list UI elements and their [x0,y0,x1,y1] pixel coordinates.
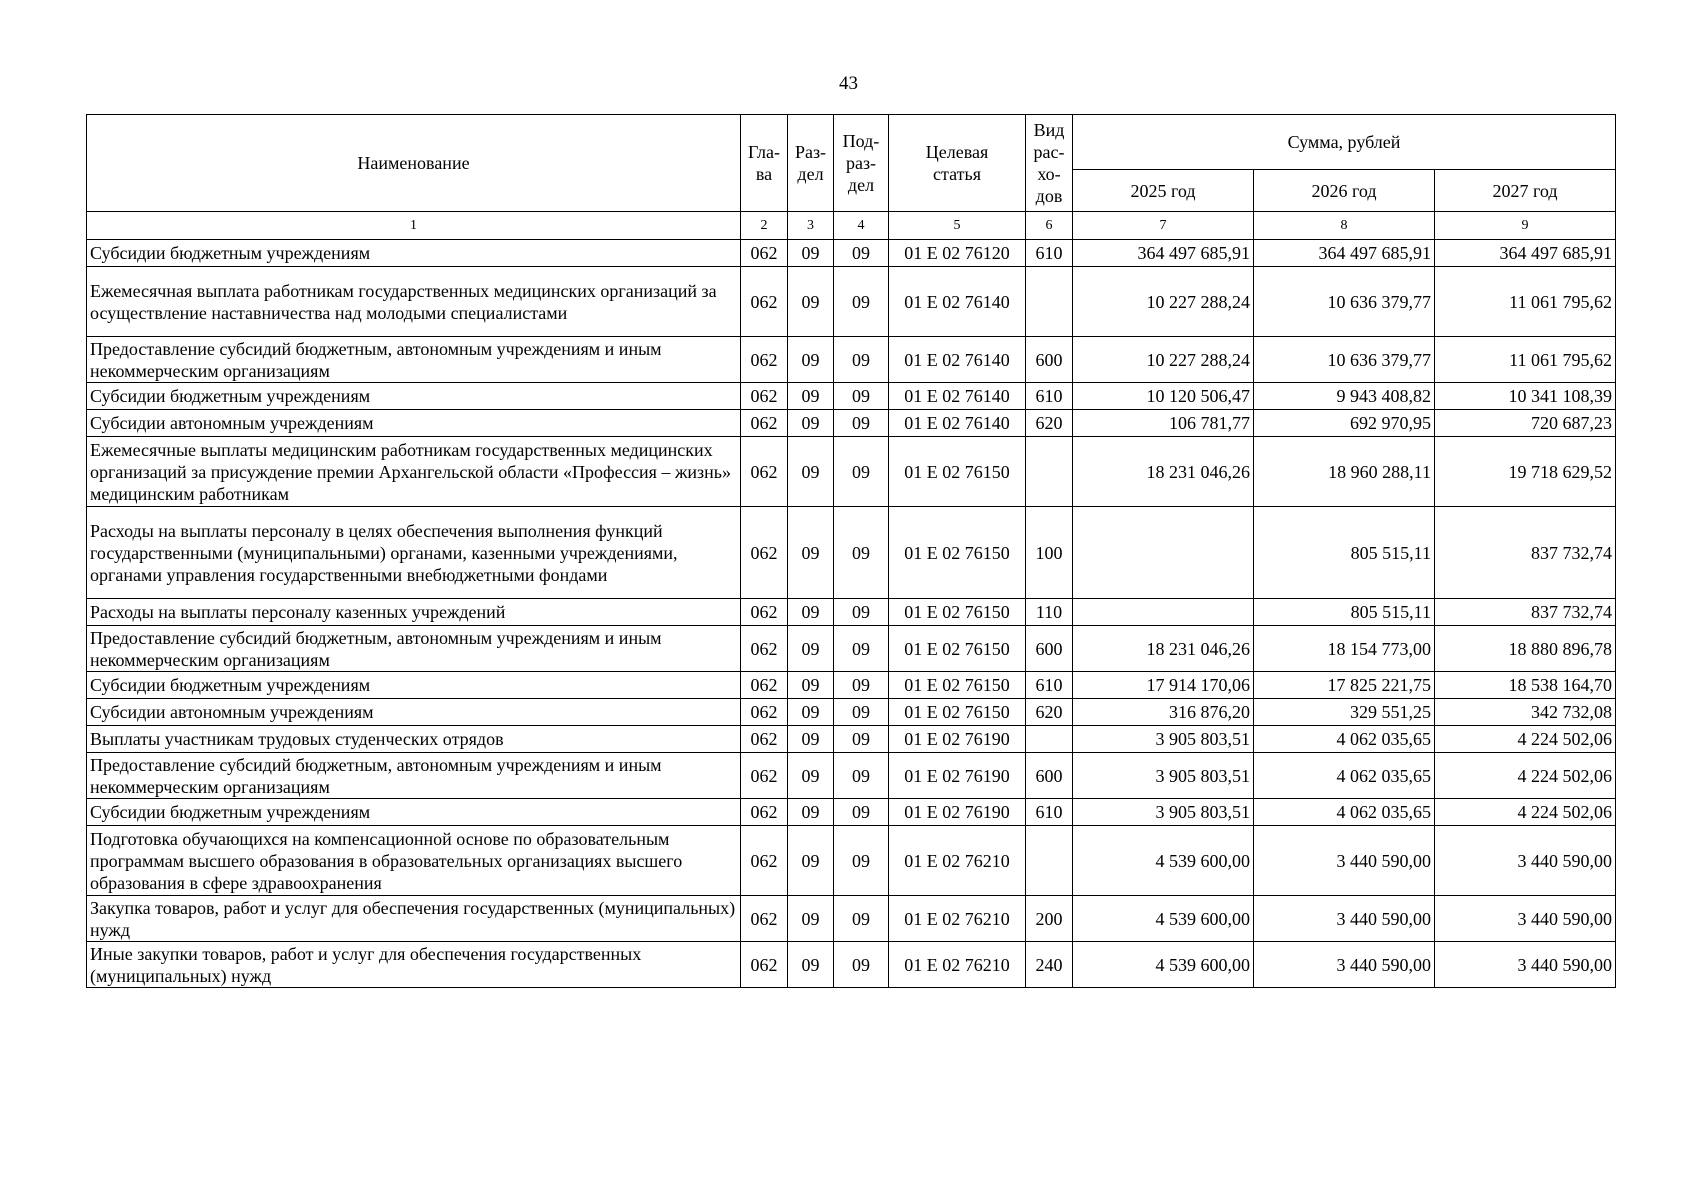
cell-sum-2027: 18 538 164,70 [1435,672,1616,699]
cell-sum-2026: 18 960 288,11 [1254,437,1435,507]
cell-target-article: 01 Е 02 76150 [889,672,1026,699]
cell-sum-2026: 4 062 035,65 [1254,726,1435,753]
cell-expense-type [1026,437,1073,507]
column-number: 3 [788,212,834,240]
cell-sum-2025: 3 905 803,51 [1073,753,1254,799]
cell-sum-2026: 9 943 408,82 [1254,383,1435,410]
cell-expense-type: 110 [1026,599,1073,626]
cell-podrazdel: 09 [834,672,889,699]
cell-glava: 062 [741,626,788,672]
cell-sum-2025: 17 914 170,06 [1073,672,1254,699]
cell-sum-2025: 18 231 046,26 [1073,437,1254,507]
cell-glava: 062 [741,337,788,383]
header-sum: Сумма, рублей [1073,115,1616,170]
cell-glava: 062 [741,896,788,942]
cell-razdel: 09 [788,337,834,383]
column-number: 4 [834,212,889,240]
column-number: 2 [741,212,788,240]
cell-sum-2027: 11 061 795,62 [1435,337,1616,383]
cell-expense-type: 610 [1026,240,1073,267]
cell-sum-2026: 18 154 773,00 [1254,626,1435,672]
column-number: 9 [1435,212,1616,240]
cell-name: Закупка товаров, работ и услуг для обеспечения государственных (муниципальных) нужд [87,896,741,942]
cell-razdel: 09 [788,942,834,988]
cell-sum-2026: 692 970,95 [1254,410,1435,437]
cell-sum-2025: 3 905 803,51 [1073,726,1254,753]
column-number: 6 [1026,212,1073,240]
cell-razdel: 09 [788,626,834,672]
cell-target-article: 01 Е 02 76140 [889,337,1026,383]
cell-expense-type [1026,267,1073,337]
table-row [87,626,1616,672]
cell-name: Расходы на выплаты персоналу казенных учреждений [87,599,741,626]
table-row [87,599,1616,626]
cell-sum-2027: 837 732,74 [1435,599,1616,626]
cell-name: Субсидии автономным учреждениям [87,410,741,437]
cell-sum-2025 [1073,599,1254,626]
cell-glava: 062 [741,410,788,437]
header-year-2026: 2026 год [1254,170,1435,212]
cell-sum-2025: 10 227 288,24 [1073,337,1254,383]
cell-expense-type: 620 [1026,699,1073,726]
cell-sum-2026: 805 515,11 [1254,599,1435,626]
cell-sum-2025: 4 539 600,00 [1073,826,1254,896]
column-number: 1 [87,212,741,240]
cell-name: Ежемесячная выплата работникам государственных медицинских организаций за осуществление наставничества над молодыми специалистами [87,267,741,337]
cell-sum-2025: 4 539 600,00 [1073,942,1254,988]
cell-sum-2026: 10 636 379,77 [1254,267,1435,337]
cell-sum-2026: 4 062 035,65 [1254,799,1435,826]
cell-sum-2026: 364 497 685,91 [1254,240,1435,267]
cell-target-article: 01 Е 02 76210 [889,896,1026,942]
cell-sum-2026: 3 440 590,00 [1254,942,1435,988]
cell-sum-2026: 329 551,25 [1254,699,1435,726]
cell-expense-type [1026,726,1073,753]
cell-podrazdel: 09 [834,826,889,896]
cell-target-article: 01 Е 02 76140 [889,383,1026,410]
cell-glava: 062 [741,383,788,410]
cell-podrazdel: 09 [834,799,889,826]
page-number: 43 [839,73,858,94]
cell-glava: 062 [741,942,788,988]
cell-target-article: 01 Е 02 76120 [889,240,1026,267]
cell-glava: 062 [741,726,788,753]
cell-expense-type: 200 [1026,896,1073,942]
cell-sum-2027: 11 061 795,62 [1435,267,1616,337]
cell-sum-2025: 3 905 803,51 [1073,799,1254,826]
header-year-2025: 2025 год [1073,170,1254,212]
cell-sum-2027: 19 718 629,52 [1435,437,1616,507]
cell-podrazdel: 09 [834,437,889,507]
cell-glava: 062 [741,437,788,507]
cell-target-article: 01 Е 02 76150 [889,437,1026,507]
cell-name: Субсидии бюджетным учреждениям [87,799,741,826]
cell-podrazdel: 09 [834,626,889,672]
table-row [87,240,1616,267]
table-row [87,337,1616,383]
cell-sum-2025: 10 227 288,24 [1073,267,1254,337]
cell-sum-2027: 4 224 502,06 [1435,799,1616,826]
cell-podrazdel: 09 [834,726,889,753]
cell-podrazdel: 09 [834,240,889,267]
column-number: 7 [1073,212,1254,240]
cell-sum-2027: 720 687,23 [1435,410,1616,437]
cell-sum-2027: 4 224 502,06 [1435,753,1616,799]
cell-sum-2027: 3 440 590,00 [1435,826,1616,896]
cell-razdel: 09 [788,410,834,437]
table-row [87,410,1616,437]
cell-glava: 062 [741,240,788,267]
cell-name: Субсидии бюджетным учреждениям [87,240,741,267]
cell-razdel: 09 [788,826,834,896]
header-podrazdel: Под- раз- дел [834,115,889,212]
cell-razdel: 09 [788,896,834,942]
cell-razdel: 09 [788,437,834,507]
table-row [87,896,1616,942]
cell-sum-2027: 4 224 502,06 [1435,726,1616,753]
cell-expense-type: 620 [1026,410,1073,437]
table-row [87,726,1616,753]
cell-target-article: 01 Е 02 76150 [889,699,1026,726]
cell-podrazdel: 09 [834,699,889,726]
cell-sum-2025: 106 781,77 [1073,410,1254,437]
cell-name: Иные закупки товаров, работ и услуг для обеспечения государственных (муниципальных) нужд [87,942,741,988]
cell-glava: 062 [741,267,788,337]
cell-sum-2026: 805 515,11 [1254,507,1435,599]
cell-sum-2026: 3 440 590,00 [1254,896,1435,942]
cell-sum-2027: 18 880 896,78 [1435,626,1616,672]
cell-sum-2025: 10 120 506,47 [1073,383,1254,410]
cell-podrazdel: 09 [834,599,889,626]
cell-expense-type: 600 [1026,626,1073,672]
cell-glava: 062 [741,507,788,599]
cell-sum-2025: 364 497 685,91 [1073,240,1254,267]
table-row [87,799,1616,826]
table-row [87,383,1616,410]
table-row [87,507,1616,599]
cell-target-article: 01 Е 02 76140 [889,410,1026,437]
cell-podrazdel: 09 [834,383,889,410]
cell-razdel: 09 [788,240,834,267]
cell-target-article: 01 Е 02 76150 [889,507,1026,599]
cell-glava: 062 [741,753,788,799]
cell-expense-type: 610 [1026,799,1073,826]
cell-razdel: 09 [788,672,834,699]
cell-sum-2026: 10 636 379,77 [1254,337,1435,383]
cell-razdel: 09 [788,799,834,826]
cell-sum-2027: 3 440 590,00 [1435,896,1616,942]
table-row [87,672,1616,699]
cell-target-article: 01 Е 02 76190 [889,726,1026,753]
column-number: 8 [1254,212,1435,240]
cell-razdel: 09 [788,267,834,337]
table-row [87,826,1616,896]
header-name: Наименование [87,115,741,212]
budget-table [86,114,1616,988]
table-row [87,267,1616,337]
cell-glava: 062 [741,699,788,726]
cell-razdel: 09 [788,726,834,753]
cell-sum-2025 [1073,507,1254,599]
cell-target-article: 01 Е 02 76150 [889,626,1026,672]
cell-glava: 062 [741,599,788,626]
cell-razdel: 09 [788,699,834,726]
cell-expense-type: 610 [1026,672,1073,699]
cell-sum-2025: 4 539 600,00 [1073,896,1254,942]
cell-podrazdel: 09 [834,507,889,599]
cell-name: Подготовка обучающихся на компенсационной основе по образовательным программам высшего образования в образовательных организациях высшего образования в сфере здравоохранения [87,826,741,896]
header-target-article: Целевая статья [889,115,1026,212]
cell-target-article: 01 Е 02 76150 [889,599,1026,626]
cell-expense-type: 100 [1026,507,1073,599]
cell-name: Предоставление субсидий бюджетным, автономным учреждениям и иным некоммерческим организациям [87,337,741,383]
cell-sum-2025: 18 231 046,26 [1073,626,1254,672]
cell-razdel: 09 [788,383,834,410]
cell-expense-type [1026,826,1073,896]
cell-sum-2027: 10 341 108,39 [1435,383,1616,410]
table-row [87,753,1616,799]
cell-expense-type: 600 [1026,337,1073,383]
table-row [87,942,1616,988]
cell-sum-2027: 3 440 590,00 [1435,942,1616,988]
cell-glava: 062 [741,672,788,699]
header-glava: Гла- ва [741,115,788,212]
cell-name: Субсидии бюджетным учреждениям [87,672,741,699]
cell-podrazdel: 09 [834,410,889,437]
cell-name: Предоставление субсидий бюджетным, автономным учреждениям и иным некоммерческим организациям [87,626,741,672]
cell-podrazdel: 09 [834,896,889,942]
cell-expense-type: 240 [1026,942,1073,988]
cell-podrazdel: 09 [834,753,889,799]
table-body [87,240,1616,988]
cell-name: Расходы на выплаты персоналу в целях обеспечения выполнения функций государственными (муниципальными) органами, казенными учреждениями, органами управления государственными внебюджетными фондами [87,507,741,599]
cell-sum-2027: 837 732,74 [1435,507,1616,599]
cell-target-article: 01 Е 02 76210 [889,826,1026,896]
cell-name: Выплаты участникам трудовых студенческих отрядов [87,726,741,753]
cell-name: Субсидии бюджетным учреждениям [87,383,741,410]
header-year-2027: 2027 год [1435,170,1616,212]
cell-name: Субсидии автономным учреждениям [87,699,741,726]
cell-sum-2026: 3 440 590,00 [1254,826,1435,896]
column-number: 5 [889,212,1026,240]
cell-sum-2026: 4 062 035,65 [1254,753,1435,799]
cell-razdel: 09 [788,753,834,799]
cell-sum-2026: 17 825 221,75 [1254,672,1435,699]
cell-target-article: 01 Е 02 76210 [889,942,1026,988]
cell-razdel: 09 [788,507,834,599]
cell-name: Ежемесячные выплаты медицинским работникам государственных медицинских организаций за присуждение премии Архангельской области «Профессия – жизнь» медицинским работникам [87,437,741,507]
cell-expense-type: 610 [1026,383,1073,410]
cell-name: Предоставление субсидий бюджетным, автономным учреждениям и иным некоммерческим организациям [87,753,741,799]
cell-sum-2025: 316 876,20 [1073,699,1254,726]
cell-sum-2027: 364 497 685,91 [1435,240,1616,267]
cell-target-article: 01 Е 02 76190 [889,753,1026,799]
table-row [87,699,1616,726]
cell-podrazdel: 09 [834,337,889,383]
table-row [87,437,1616,507]
cell-target-article: 01 Е 02 76140 [889,267,1026,337]
cell-podrazdel: 09 [834,942,889,988]
header-expense-type: Вид рас- хо- дов [1026,115,1073,212]
cell-expense-type: 600 [1026,753,1073,799]
cell-razdel: 09 [788,599,834,626]
cell-podrazdel: 09 [834,267,889,337]
cell-sum-2027: 342 732,08 [1435,699,1616,726]
cell-target-article: 01 Е 02 76190 [889,799,1026,826]
header-razdel: Раз- дел [788,115,834,212]
cell-glava: 062 [741,799,788,826]
cell-glava: 062 [741,826,788,896]
